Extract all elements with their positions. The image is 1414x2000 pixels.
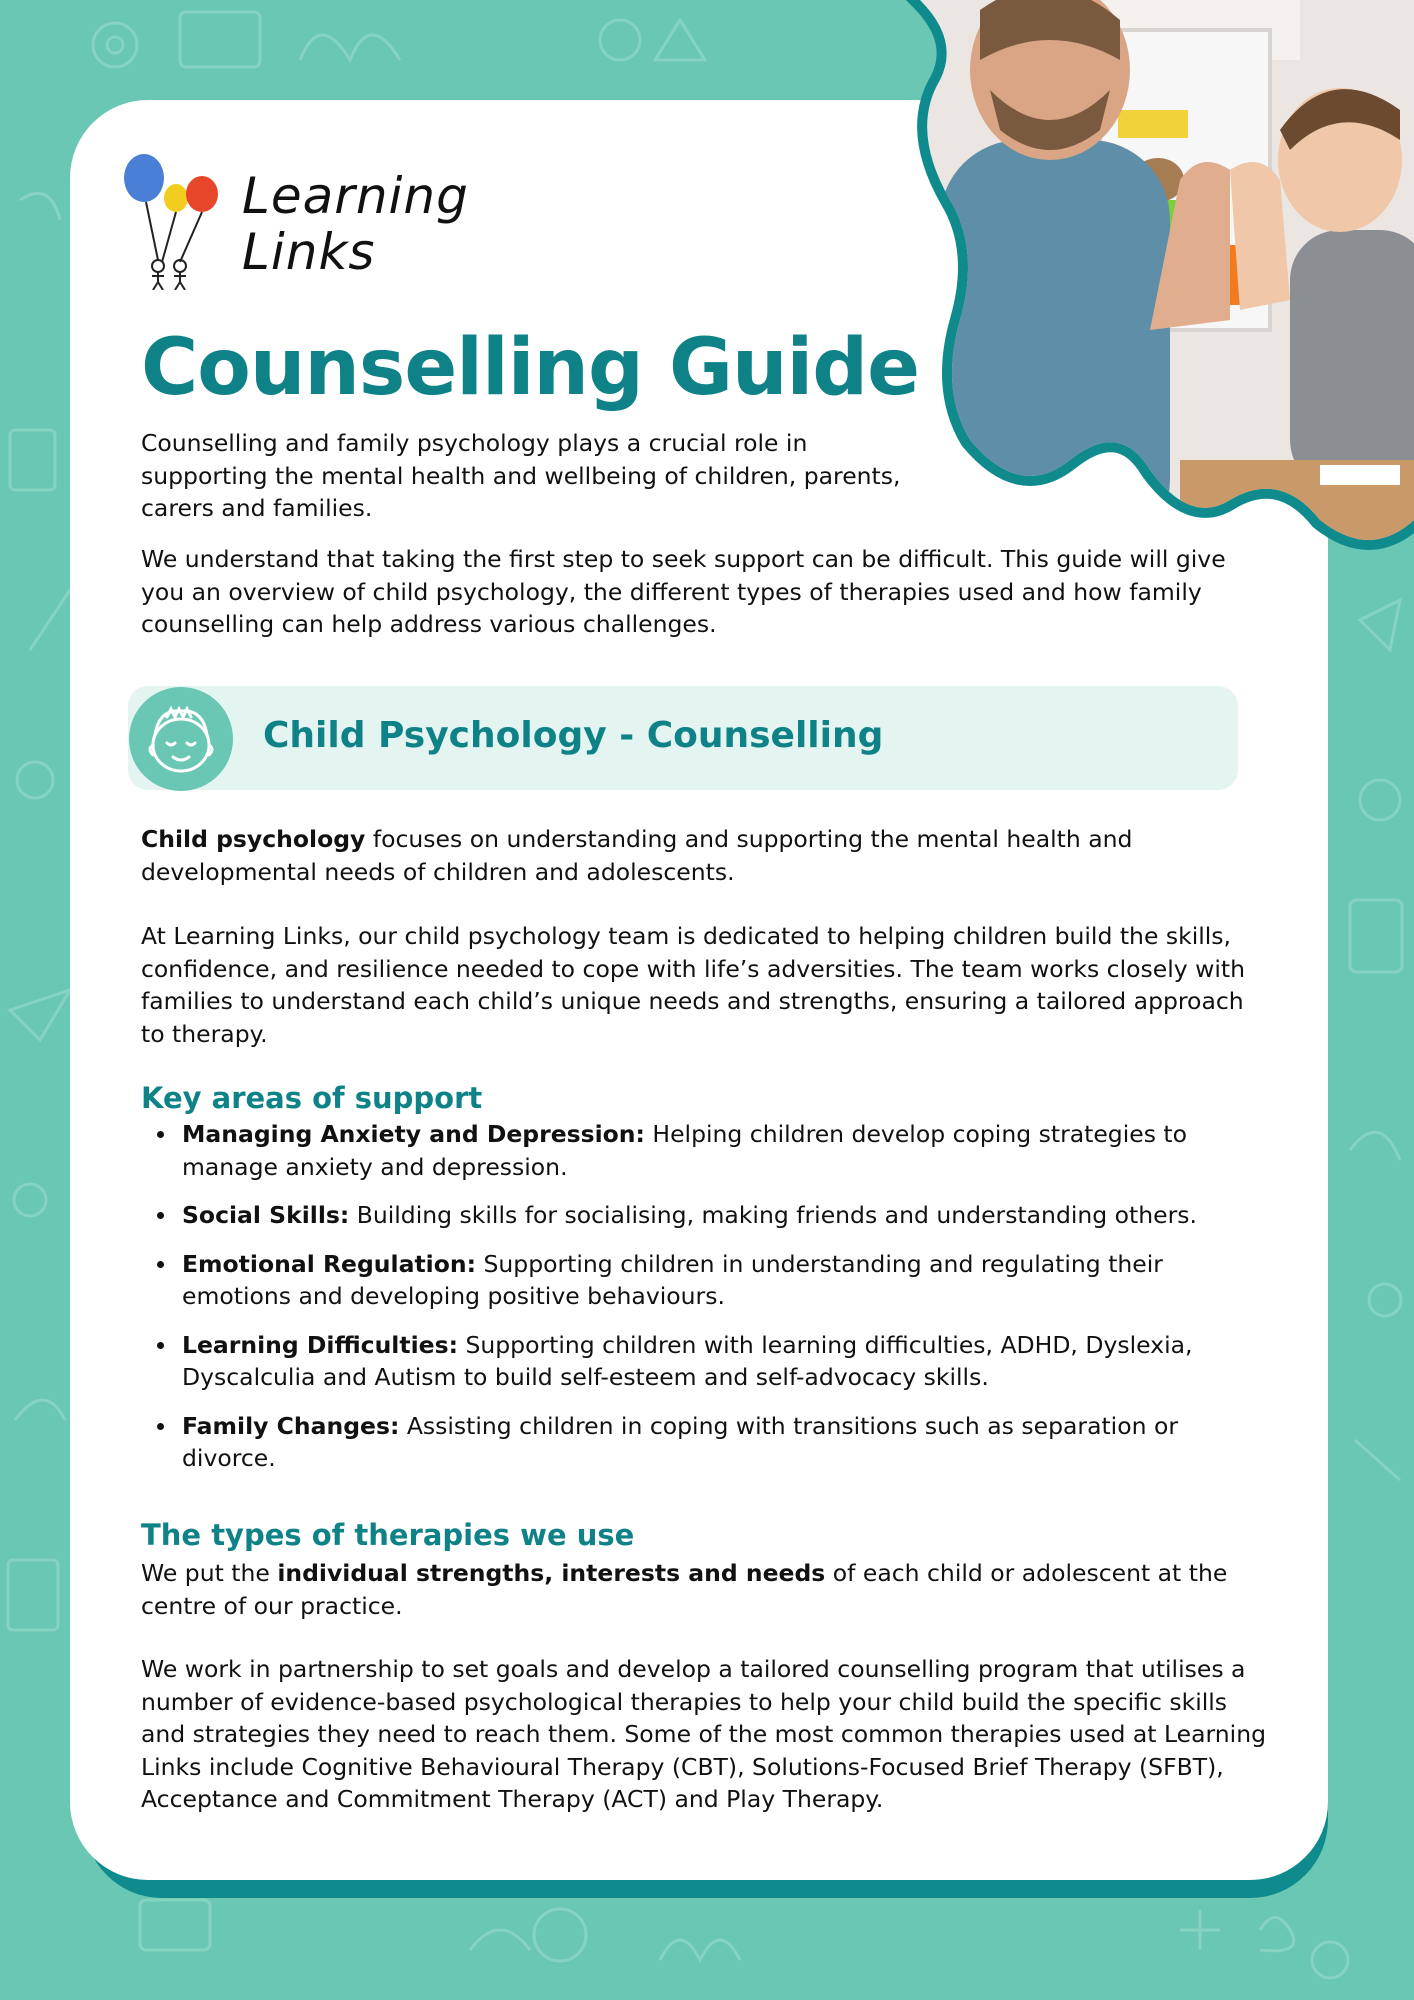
support-item-text: Helping children develop coping strategies to manage anxiety and depression. <box>182 1120 1188 1181</box>
list-item <box>141 1199 1251 1232</box>
logo-line-1: Learning <box>242 167 469 225</box>
child-psychology-term: Child psychology <box>141 825 366 853</box>
list-item <box>141 1410 1251 1475</box>
support-item-text: Supporting children in understanding and regulating their emotions and developing positive behaviours. <box>182 1249 1163 1310</box>
therapies-intro-bold: individual strengths, interests and needs <box>277 1559 826 1587</box>
support-item-text: Building skills for socialising, making friends and understanding others. <box>349 1201 1197 1229</box>
high-five-photo <box>900 0 1414 560</box>
support-item-label: Learning Difficulties: <box>182 1330 458 1359</box>
therapies-intro <box>141 1557 1251 1622</box>
child-psychology-intro <box>141 823 1251 888</box>
list-item <box>141 1118 1251 1183</box>
section-title: Child Psychology - Counselling <box>263 715 884 756</box>
therapies-intro-pre: We put the <box>141 1559 278 1587</box>
support-item-text: Assisting children in coping with transitions such as separation or divorce. <box>182 1411 1178 1472</box>
therapies-paragraph: We work in partnership to set goals and develop a tailored counselling program that utilises a number of evidence-based psychological therapies to help your child build the specific skills and strategies they need to reach them. Some of the most common therapies used at Learning Links include Cognitive Behavioural Therapy (CBT), Solutions-Focused Brief Therapy (SFBT), Acceptance and Commitment Therapy (ACT) and Play Therapy. <box>141 1655 1267 1813</box>
support-heading: Key areas of support <box>141 1081 483 1115</box>
team-paragraph: At Learning Links, our child psychology team is dedicated to helping children build the skills, confidence, and resilience needed to cope with life’s adversities. The team works closely with families to understand each child’s unique needs and strengths, ensuring a tailored approach to therapy. <box>141 922 1245 1048</box>
support-item-label: Social Skills: <box>182 1201 350 1229</box>
support-list <box>141 1118 1251 1491</box>
support-item-label: Emotional Regulation: <box>182 1249 477 1278</box>
logo-wordmark <box>242 168 469 280</box>
therapies-heading: The types of therapies we use <box>141 1518 635 1552</box>
list-item <box>141 1329 1251 1394</box>
intro-paragraph-2: We understand that taking the first step to seek support can be difficult. This guide will give you an overview of child psychology, the different types of therapies used and how family counselling can help address various challenges. <box>141 545 1226 638</box>
logo-line-2: Links <box>242 223 376 281</box>
therapies-intro-post: of each child or adolescent at the centre of our practice. <box>141 1559 1228 1620</box>
child-psychology-definition: focuses on understanding and supporting the mental health and developmental needs of children and adolescents. <box>141 825 1133 886</box>
support-item-label: Family Changes: <box>182 1411 400 1440</box>
list-item <box>141 1248 1251 1313</box>
support-item-text: Supporting children with learning difficulties, ADHD, Dyslexia, Dyscalculia and Autism to build self-esteem and self-advocacy skills. <box>182 1330 1193 1391</box>
intro-paragraph-1: Counselling and family psychology plays a crucial role in supporting the mental health and wellbeing of children, parents, carers and families. <box>141 429 901 522</box>
child-face-icon <box>129 687 233 791</box>
support-item-label: Managing Anxiety and Depression: <box>182 1120 645 1148</box>
page-title: Counselling Guide <box>141 323 919 413</box>
